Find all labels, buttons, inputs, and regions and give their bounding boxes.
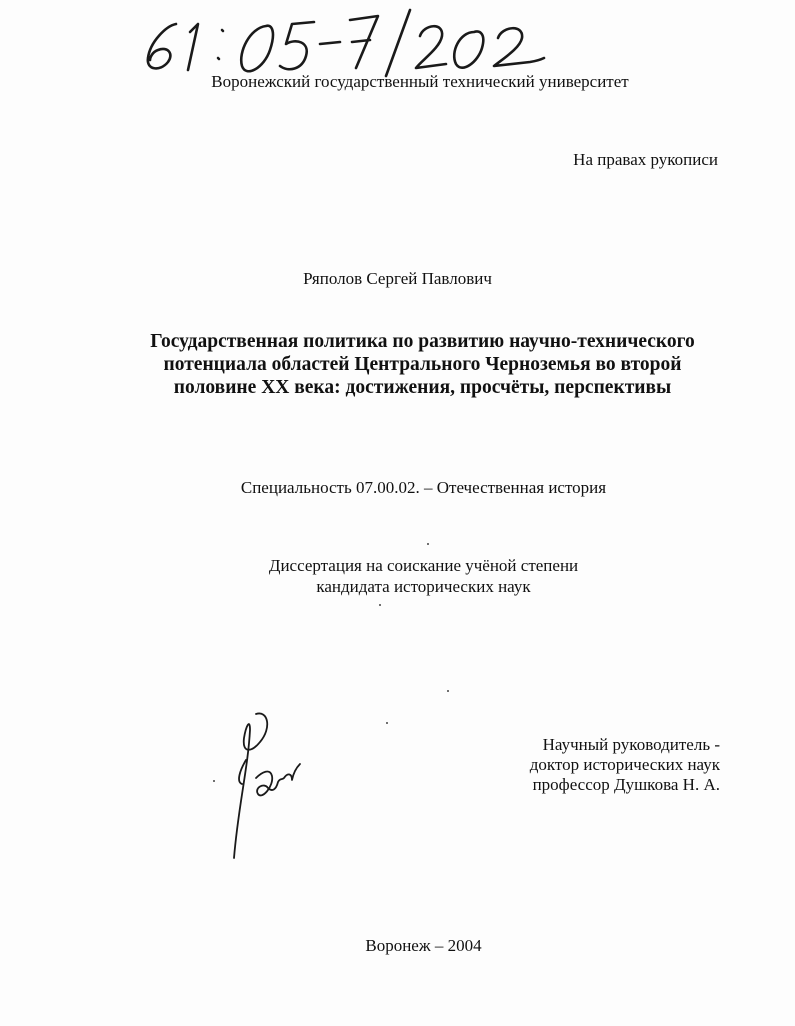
- scan-speck: [427, 543, 429, 545]
- supervisor-line: Научный руководитель -: [542, 735, 720, 754]
- scan-speck: [379, 604, 381, 606]
- dissertation-title: [100, 330, 745, 399]
- scan-speck: [386, 722, 388, 724]
- manuscript-rights-note: На правах рукописи: [573, 150, 718, 169]
- city-and-year: Воронеж – 2004: [365, 936, 482, 955]
- title-line: половине XX века: достижения, просчёты, перспективы: [173, 377, 672, 398]
- handwritten-archive-number: [138, 2, 558, 80]
- degree-line: кандидата исторических наук: [316, 577, 531, 596]
- scan-speck: [447, 690, 449, 692]
- title-line: Государственная политика по развитию научно-технического: [150, 331, 695, 352]
- supervisor-line: доктор исторических наук: [529, 755, 720, 774]
- supervisor-line: профессор Душкова Н. А.: [532, 775, 720, 794]
- degree-line: Диссертация на соискание учёной степени: [268, 556, 579, 575]
- specialty-line: Специальность 07.00.02. – Отечественная история: [240, 478, 607, 497]
- university-name: Воронежский государственный технический университет: [211, 72, 629, 91]
- handwritten-signature: [216, 708, 316, 868]
- scientific-supervisor: [530, 735, 720, 795]
- author-name: Ряполов Сергей Павлович: [303, 269, 492, 288]
- scan-speck: [213, 780, 215, 782]
- title-line: потенциала областей Центрального Черноземья во второй: [163, 354, 682, 375]
- degree-statement: [0, 555, 795, 597]
